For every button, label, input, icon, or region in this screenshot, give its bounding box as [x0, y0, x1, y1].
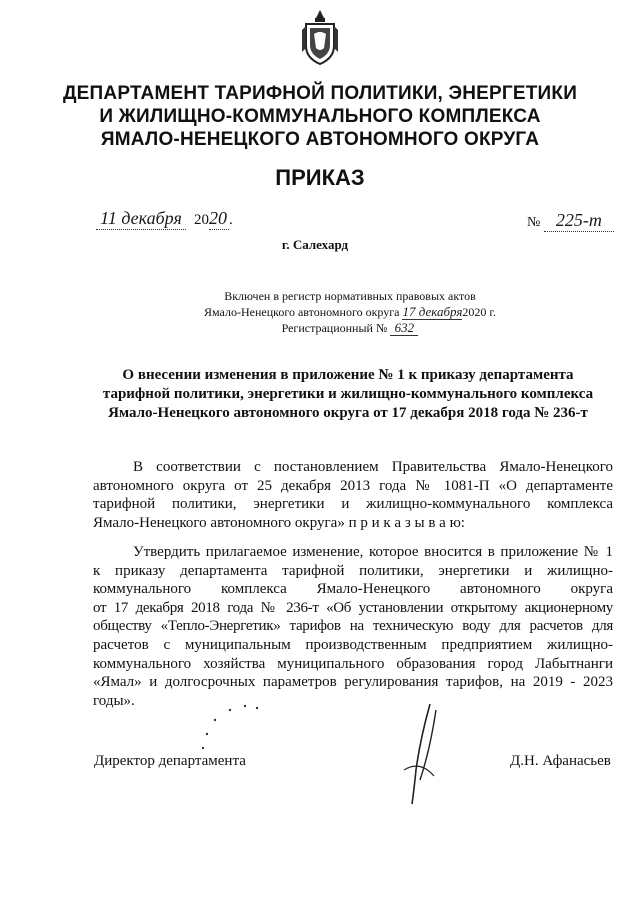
signature-scribble	[390, 700, 450, 810]
title-line: Ямало-Ненецкого автономного округа от 17 декабря 2018 года № 236-т	[108, 405, 588, 421]
preamble-line: автономного округа от 25 декабря 2013 года № 1081-П «О департаменте	[93, 477, 613, 494]
date-handwritten: 11 декабря	[96, 208, 186, 230]
number-prefix: №	[527, 215, 541, 230]
order-line: коммунального хозяйства муниципального образования город Лабытнанги	[93, 655, 613, 672]
department-name-line3: ЯМАЛО-НЕНЕЦКОГО АВТОНОМНОГО ОКРУГА	[100, 129, 540, 150]
order-line: к приказу департамента тарифной политики, энергетики и жилищно-	[93, 562, 613, 579]
order-line: годы».	[93, 692, 135, 709]
signer-name: Д.Н. Афанасьев	[510, 753, 611, 769]
registry-number-handwritten: 632	[390, 320, 418, 336]
registry-line2	[180, 304, 520, 320]
registry-stamp	[180, 289, 520, 336]
registry-line3	[180, 320, 520, 336]
order-line: обществу «Тепло-Энергетик» тарифов на техническую воду для расчетов для	[93, 618, 613, 635]
registry-year: 2020 г.	[462, 305, 496, 319]
signer-position: Директор департамента	[94, 753, 246, 769]
registry-number-label: Регистрационный №	[281, 321, 388, 335]
order-date	[96, 208, 276, 236]
order-line: Утвердить прилагаемое изменение, которое вносится в приложение № 1	[133, 544, 613, 560]
preamble-line: Ямало-Ненецкого автономного округа» п р и к а з ы в а ю:	[93, 514, 465, 531]
department-name-line2: И ЖИЛИЩНО-КОММУНАЛЬНОГО КОМПЛЕКСА	[99, 106, 541, 127]
registry-region: Ямало-Ненецкого автономного округа	[204, 305, 400, 319]
title-line: тарифной политики, энергетики и жилищно-коммунального комплекса	[102, 386, 594, 402]
order-line: от 17 декабря 2018 года № 236-т «Об установлении открытому акционерному	[93, 599, 613, 616]
order-line: расчетов с муниципальным производственным предприятием жилищно-	[93, 636, 613, 653]
stamp-dots	[195, 700, 275, 760]
order-title	[88, 366, 608, 423]
date-year-handwritten: 20	[209, 208, 227, 228]
order-number	[527, 210, 627, 238]
order-line: коммунального комплекса Ямало-Ненецкого автономного округа	[93, 581, 613, 598]
city: г. Салехард	[281, 237, 349, 252]
document-type: ПРИКАЗ	[275, 165, 365, 190]
order-paragraph	[93, 543, 613, 710]
preamble-paragraph	[93, 458, 613, 532]
order-line: «Ямал» и долгосрочных параметров регулирования тарифов, на 2019 - 2023	[93, 674, 613, 691]
preamble-line: В соответствии с постановлением Правительства Ямало-Ненецкого	[133, 459, 613, 475]
coat-of-arms-icon	[300, 8, 340, 66]
date-year-prefix: 20	[194, 212, 209, 228]
department-name-line1: ДЕПАРТАМЕНТ ТАРИФНОЙ ПОЛИТИКИ, ЭНЕРГЕТИКИ	[62, 83, 578, 104]
registry-date-handwritten: 17 декабря	[402, 304, 463, 319]
date-dot: .	[229, 212, 233, 228]
title-line: О внесении изменения в приложение № 1 к приказу департамента	[122, 367, 574, 383]
registry-line1: Включен в регистр нормативных правовых актов	[224, 289, 476, 303]
number-handwritten: 225-т	[544, 210, 614, 232]
preamble-line: тарифной политики, энергетики и жилищно-коммунального комплекса	[93, 496, 613, 513]
